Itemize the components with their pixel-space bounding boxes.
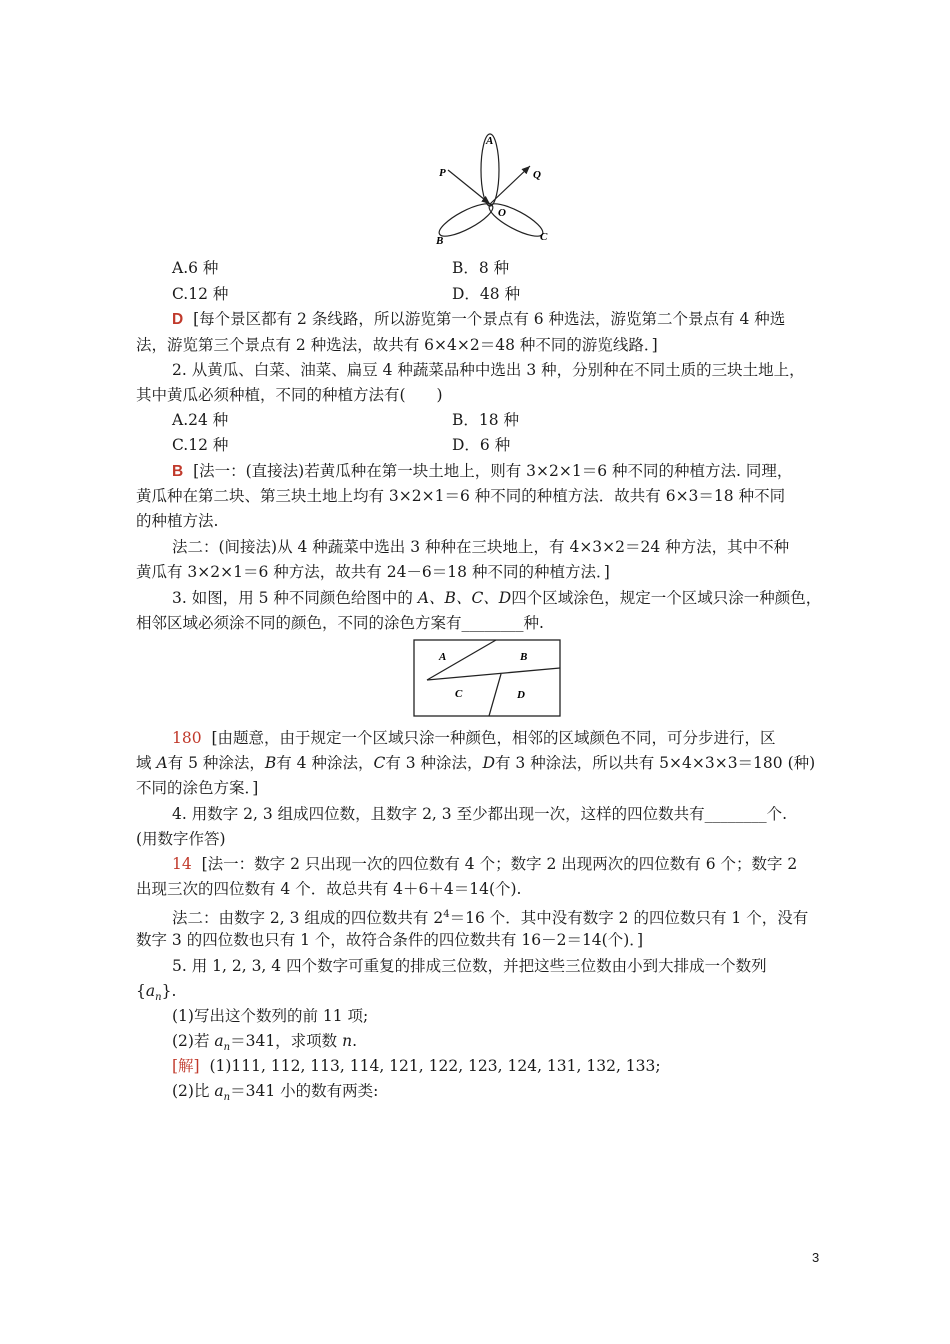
region-label-a: A	[439, 651, 447, 663]
divider-cd	[489, 674, 501, 716]
q4-explanation-line2: 出现三次的四位数有 4 个．故总共有 4＋6＋4＝14(个).	[136, 880, 522, 898]
q5-stem-line2: $\{a_n\}$.	[136, 982, 177, 1004]
page-number: 3	[812, 1250, 820, 1265]
q2-explanation-line4: 法二：(间接法)从 4 种蔬菜中选出 3 种种在三块地上，有 4×3×2＝24 种方法，其中不种	[172, 538, 790, 556]
q5-part2: (2)若 $a_n=341$，求项数 n.	[172, 1032, 358, 1054]
q5-solution-line2: (2)比 $a_n=341$ 小的数有两类:	[172, 1082, 379, 1104]
q3-explanation-line3: 不同的涂色方案．]	[136, 779, 259, 797]
q2-explanation-line1: B [法一：(直接法)若黄瓜种在第一块土地上，则有 3×2×1＝6 种不同的种植方法. 同理，	[172, 462, 793, 480]
q1-explanation-line2: 法，游览第三个景点有 2 种选法，故共有 6×4×2＝48 种不同的游览线路．]	[136, 336, 658, 354]
q1-option-a: A.6 种	[172, 259, 219, 277]
q2-option-b: B．18 种	[452, 411, 520, 429]
q1-option-b: B．8 种	[452, 259, 510, 277]
label-p: P	[439, 167, 446, 179]
q2-option-c: C.12 种	[172, 436, 229, 454]
q3-explanation-line2: 域 A有 5 种涂法，B有 4 种涂法，C有 3 种涂法，D有 3 种涂法，所以共有 5×4×3×3＝180 (种)	[136, 754, 816, 772]
label-c: C	[540, 231, 548, 243]
q5-stem-line1: 5. 用 1, 2, 3, 4 四个数字可重复的排成三位数，并把这些三位数由小到大排成一个数列	[172, 957, 767, 975]
q2-option-a: A.24 种	[172, 411, 229, 429]
q2-explanation-line3: 的种植方法.	[136, 512, 219, 530]
q4-explanation-line1: 14 [法一：数字 2 只出现一次的四位数有 4 个；数字 2 出现两次的四位数有 6 个；数字 2	[172, 855, 798, 873]
q3-stem-line1: 3. 如图，用 5 种不同颜色给图中的 A、B、C、D四个区域涂色，规定一个区域只涂一种颜色，	[172, 589, 822, 607]
region-label-d: D	[517, 689, 525, 701]
label-b: B	[436, 235, 444, 247]
path-p	[448, 170, 490, 204]
q4-stem-line1: 4. 用数字 2, 3 组成四位数，且数字 2, 3 至少都出现一次，这样的四位数共有________个.	[172, 805, 788, 823]
solution-tag: [解]	[172, 1057, 200, 1075]
region-label-b: B	[520, 651, 528, 663]
q4-stem-line2: (用数字作答)	[136, 830, 226, 848]
q1-option-d: D．48 种	[452, 285, 521, 303]
region-label-c: C	[455, 688, 463, 700]
region-frame	[414, 640, 560, 716]
petal-route-diagram	[430, 130, 560, 250]
q2-explanation-line5: 黄瓜有 3×2×1＝6 种方法，故共有 24－6＝18 种不同的种植方法．]	[136, 563, 610, 581]
label-q: Q	[533, 169, 541, 181]
q3-stem-line2: 相邻区域必须涂不同的颜色，不同的涂色方案有________种.	[136, 614, 544, 632]
q2-answer: B	[172, 463, 184, 480]
q1-option-c: C.12 种	[172, 285, 229, 303]
label-o: O	[498, 207, 506, 219]
q5-solution-line1: [解] (1)111, 112, 113, 114, 121, 122, 123, 124, 131, 132, 133;	[172, 1057, 661, 1075]
divider-horizontal	[427, 668, 560, 680]
path-q	[490, 166, 530, 204]
q3-answer: 180	[172, 729, 202, 747]
q5-part1: (1)写出这个数列的前 11 项;	[172, 1007, 369, 1025]
region-coloring-diagram	[413, 638, 563, 718]
q4-answer: 14	[172, 855, 192, 873]
q4-explanation-line3: 法二：由数字 2, 3 组成的四位数共有 $2^4=16$ 个．其中没有数字 2 的四位数只有 1 个，没有	[172, 909, 809, 928]
q2-stem-line1: 2. 从黄瓜、白菜、油菜、扁豆 4 种蔬菜品种中选出 3 种，分别种在不同土质的三块土地上，	[172, 361, 805, 379]
q1-explanation-line1: D [每个景区都有 2 条线路，所以游览第一个景点有 6 种选法，游览第二个景点有 4 种选	[172, 310, 786, 328]
label-a: A	[486, 135, 494, 147]
q2-stem-line2: 其中黄瓜必须种植，不同的种植方法有( )	[136, 386, 443, 404]
q4-explanation-line4: 数字 3 的四位数也只有 1 个，故符合条件的四位数共有 16－2＝14(个)．]	[136, 931, 644, 949]
q3-explanation-line1: 180 [由题意，由于规定一个区域只涂一种颜色，相邻的区域颜色不同，可分步进行，区	[172, 729, 776, 747]
q2-explanation-line2: 黄瓜种在第二块、第三块土地上均有 3×2×1＝6 种不同的种植方法．故共有 6×3＝18 种不同	[136, 487, 786, 505]
divider-ab	[427, 640, 496, 680]
q2-option-d: D．6 种	[452, 436, 511, 454]
petal-c	[485, 198, 546, 242]
q1-answer: D	[172, 311, 184, 328]
